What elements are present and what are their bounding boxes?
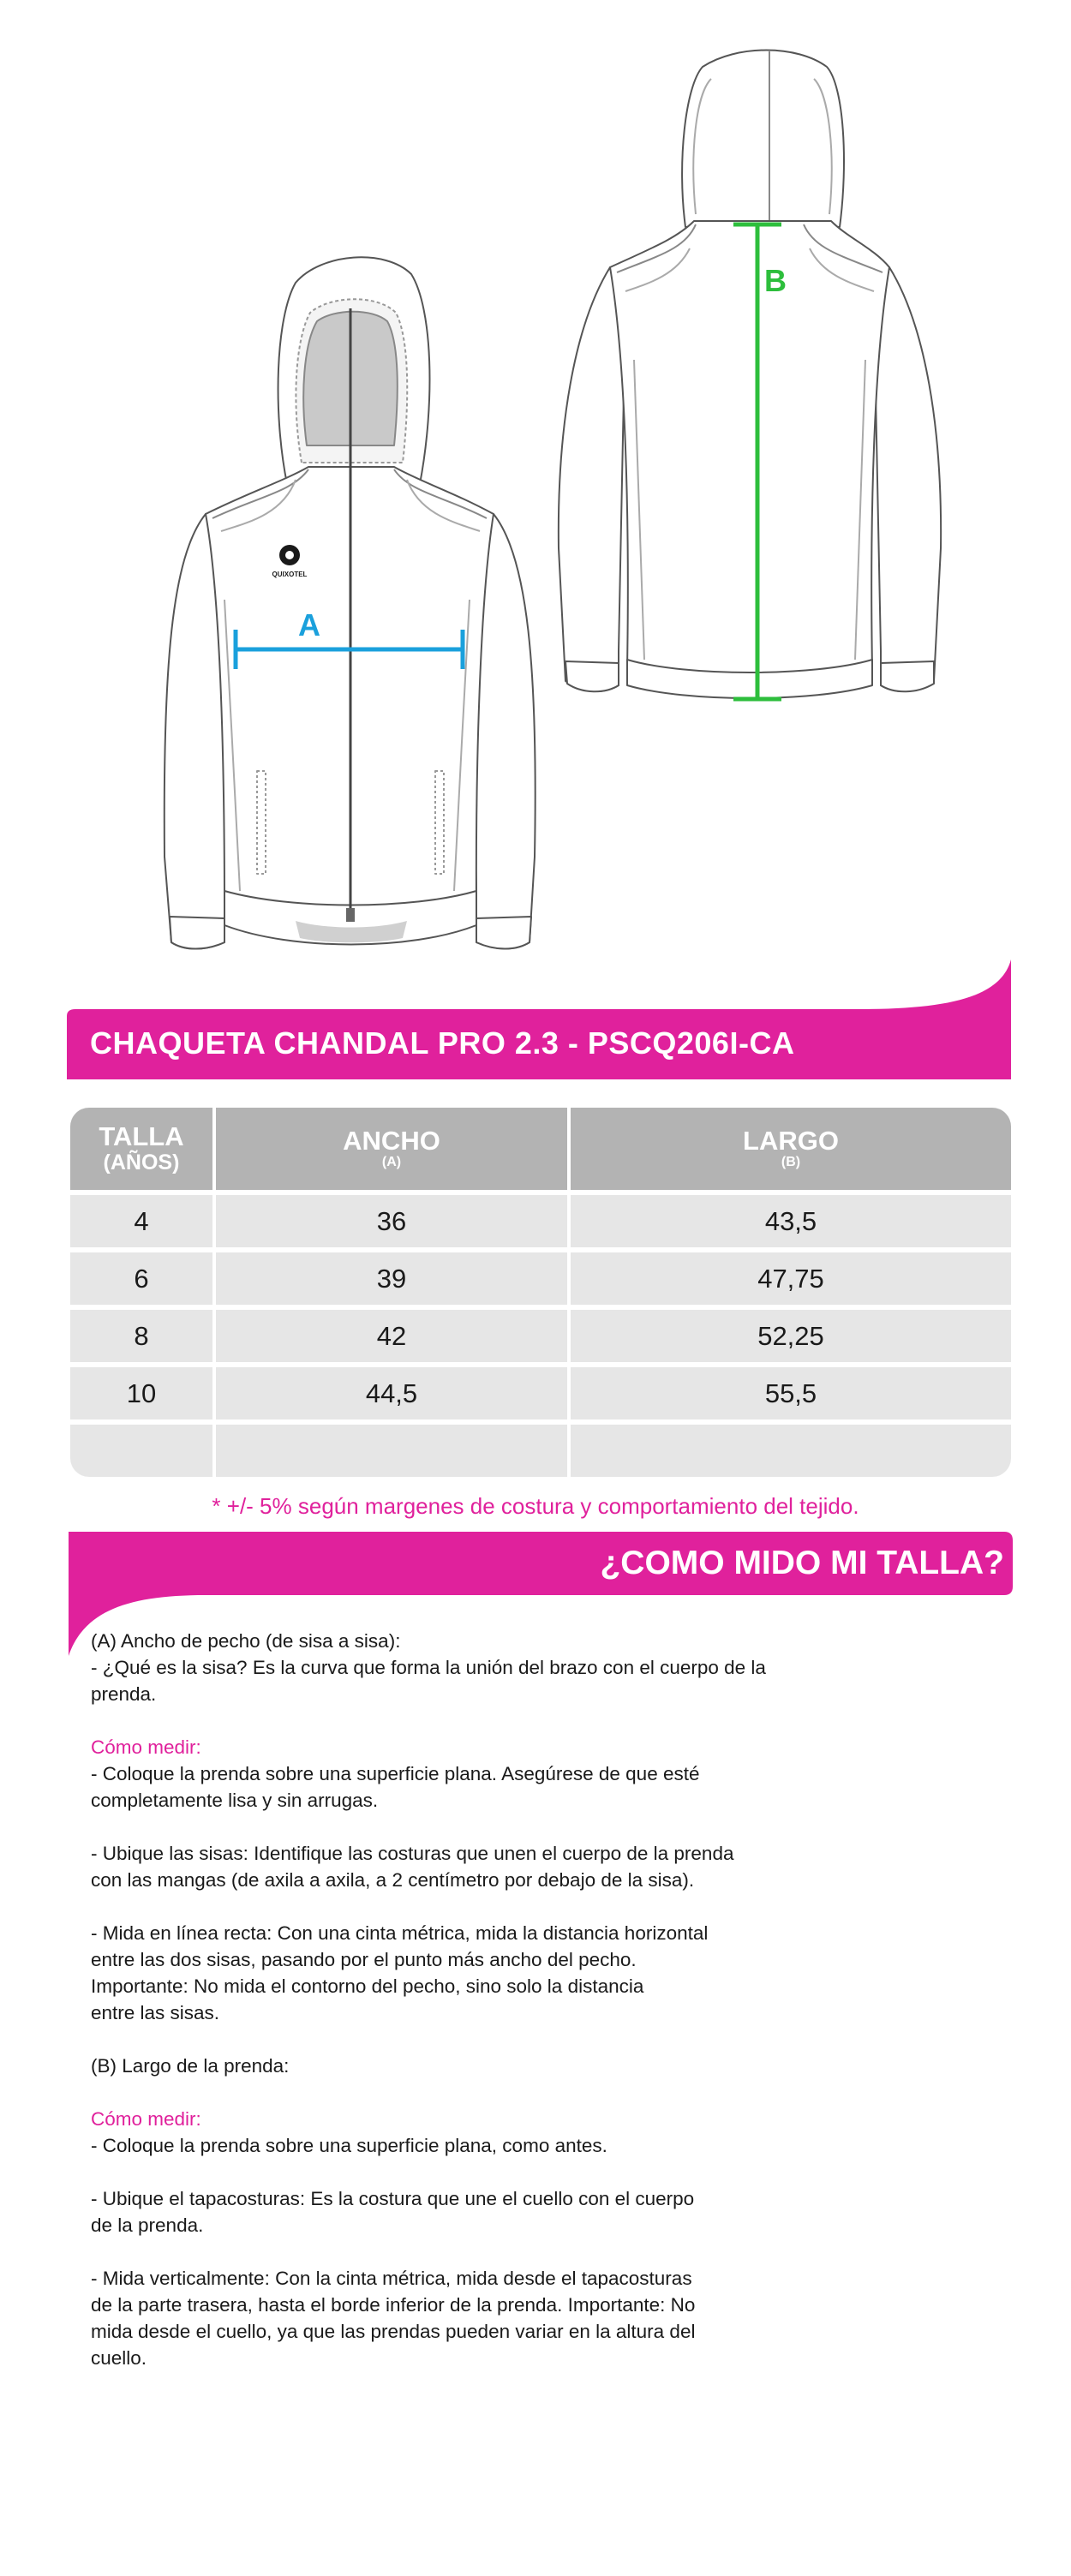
cell-talla: 6 — [70, 1247, 216, 1305]
instruction-line: cuello. — [91, 2347, 147, 2369]
instruction-line: - Ubique las sisas: Identifique las costuras que unen el cuerpo de la prenda — [91, 1843, 734, 1864]
instructions — [91, 1628, 793, 2371]
cell-largo — [571, 1419, 1011, 1477]
cell-ancho: 36 — [216, 1190, 571, 1247]
instruction-line: - Ubique el tapacosturas: Es la costura que une el cuello con el cuerpo — [91, 2188, 695, 2209]
jacket-illustration — [0, 0, 1071, 977]
cell-ancho: 42 — [216, 1305, 571, 1362]
header-largo — [571, 1108, 1011, 1190]
table-header-row — [70, 1108, 1011, 1190]
instruction-line: mida desde el cuello, ya que las prendas pueden variar en la altura del — [91, 2321, 696, 2342]
product-title: CHAQUETA CHANDAL PRO 2.3 - PSCQ206I-CA — [90, 1025, 795, 1061]
cell-talla: 10 — [70, 1362, 216, 1419]
instruction-line: entre las dos sisas, pasando por el punto más ancho del pecho. — [91, 1949, 637, 1970]
table-row — [70, 1190, 1011, 1247]
instruction-line: con las mangas (de axila a axila, a 2 centímetro por debajo de la sisa). — [91, 1869, 695, 1891]
front-jacket-icon — [165, 257, 536, 948]
table-row — [70, 1362, 1011, 1419]
cell-ancho: 39 — [216, 1247, 571, 1305]
table-row — [70, 1247, 1011, 1305]
instruction-line: Importante: No mida el contorno del pecho, sino solo la distancia — [91, 1975, 644, 1997]
instruction-line: - Coloque la prenda sobre una superficie plana. Asegúrese de que esté — [91, 1763, 700, 1784]
header-largo-label: LARGO — [743, 1126, 839, 1156]
instruction-line: prenda. — [91, 1683, 157, 1705]
instruction-line: entre las sisas. — [91, 2002, 220, 2023]
brand-logo-text: QUIXOTEL — [272, 571, 308, 578]
how-to-measure-label: Cómo medir: — [91, 2108, 201, 2130]
header-talla-label: TALLA — [99, 1121, 184, 1151]
cell-largo: 43,5 — [571, 1190, 1011, 1247]
how-to-measure-label: Cómo medir: — [91, 1736, 201, 1758]
header-ancho-label: ANCHO — [343, 1126, 440, 1156]
cell-talla — [70, 1419, 216, 1477]
cell-talla: 8 — [70, 1305, 216, 1362]
back-jacket-icon — [559, 51, 941, 699]
header-largo-sub: (B) — [781, 1155, 801, 1169]
size-table — [70, 1108, 1011, 1477]
instruction-line: - Mida en línea recta: Con una cinta métrica, mida la distancia horizontal — [91, 1922, 709, 1944]
instruction-line: de la prenda. — [91, 2214, 204, 2236]
cell-largo: 47,75 — [571, 1247, 1011, 1305]
header-ancho-sub: (A) — [381, 1155, 402, 1169]
measure-b-label: B — [764, 263, 787, 298]
title-banner — [0, 959, 1071, 1079]
table-row — [70, 1419, 1011, 1477]
header-talla-sub: (AÑOS) — [103, 1151, 180, 1174]
cell-ancho — [216, 1419, 571, 1477]
table-row — [70, 1305, 1011, 1362]
measure-title: ¿COMO MIDO MI TALLA? — [600, 1545, 1004, 1581]
measure-a-label: A — [298, 607, 320, 643]
instruction-line: - Coloque la prenda sobre una superficie plana, como antes. — [91, 2135, 607, 2156]
cell-largo: 55,5 — [571, 1362, 1011, 1419]
header-ancho — [216, 1108, 571, 1190]
header-talla — [70, 1108, 216, 1190]
cell-talla: 4 — [70, 1190, 216, 1247]
section-a-title: (A) Ancho de pecho (de sisa a sisa): — [91, 1630, 401, 1652]
instruction-line: - Mida verticalmente: Con la cinta métrica, mida desde el tapacosturas — [91, 2268, 692, 2289]
section-b-title: (B) Largo de la prenda: — [91, 2055, 290, 2077]
instruction-line: completamente lisa y sin arrugas. — [91, 1790, 379, 1811]
instruction-line: - ¿Qué es la sisa? Es la curva que forma la unión del brazo con el cuerpo de la — [91, 1657, 766, 1678]
cell-ancho: 44,5 — [216, 1362, 571, 1419]
instruction-line: de la parte trasera, hasta el borde inferior de la prenda. Importante: No — [91, 2294, 696, 2316]
cell-largo: 52,25 — [571, 1305, 1011, 1362]
tolerance-note: * +/- 5% según margenes de costura y comportamiento del tejido. — [212, 1493, 859, 1519]
